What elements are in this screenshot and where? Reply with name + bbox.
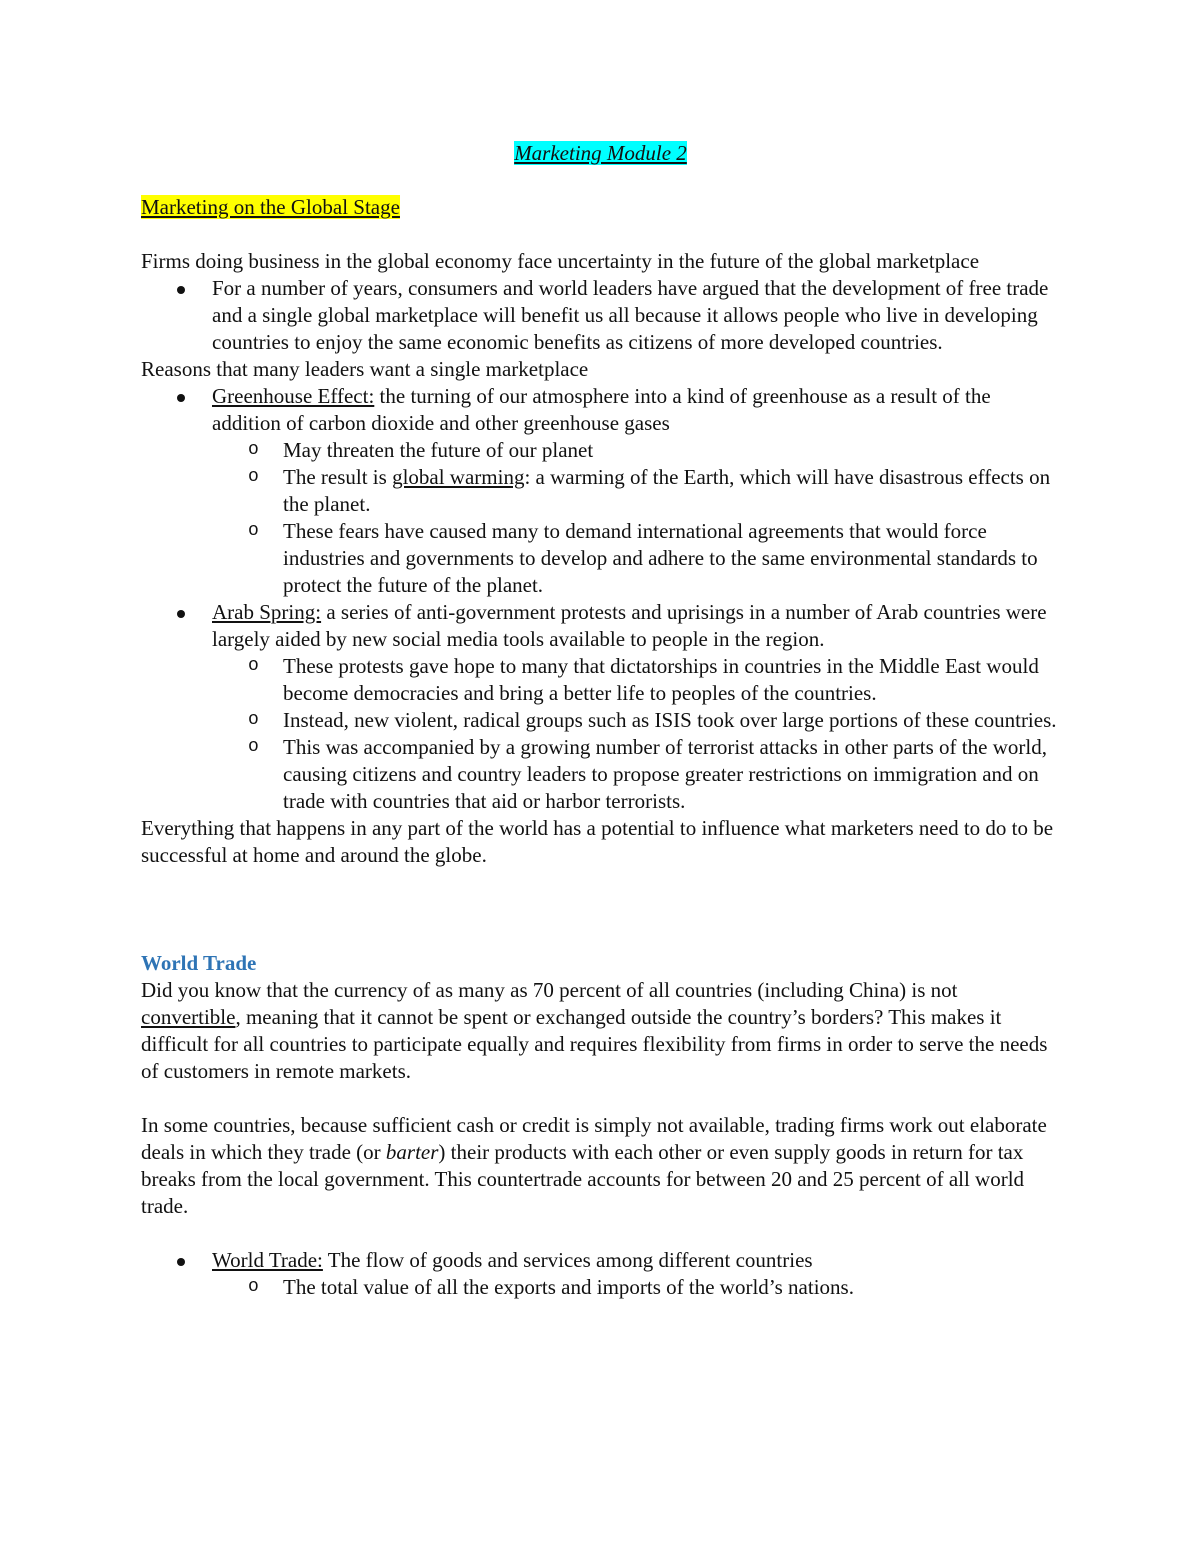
sub-list-item: o The result is global warming: a warming of the Earth, which will have disastrous effects on the planet. <box>248 465 1051 516</box>
countertrade-paragraph: In some countries, because sufficient cash or credit is simply not available, trading firms work out elaborate deals in which they trade (or barter) their products with each other or even supply goods in return for tax breaks from the local government. This countertrade accounts for between 20 and 25 percent of all world trade. <box>141 1113 1047 1218</box>
sub-list-item: o May threaten the future of our planet <box>248 438 594 462</box>
currency-paragraph: Did you know that the currency of as many as 70 percent of all countries (including China) is not convertible, meaning that it cannot be spent or exchanged outside the country’s borders? This makes it difficult for all countries to participate equally and requires flexibility from firms in order to serve the needs of customers in remote markets. <box>141 978 1048 1083</box>
list-item-world-trade: World Trade: The flow of goods and services among different countries o The total value of all the exports and imports of the world’s nations. <box>212 1247 1060 1301</box>
sub-list-item: o The total value of all the exports and imports of the world’s nations. <box>248 1275 854 1299</box>
sub-list-item: o These fears have caused many to demand international agreements that would force industries and governments to develop and adhere to the same environmental standards to protect the future of the planet. <box>248 519 1038 597</box>
term-arab-spring: Arab Spring: <box>212 600 322 624</box>
arab-spring-sublist <box>212 653 1060 815</box>
section-heading-world-trade: World Trade <box>141 951 257 975</box>
section-heading-global-stage: Marketing on the Global Stage <box>141 195 400 219</box>
term-world-trade: World Trade: <box>212 1248 323 1272</box>
term-global-warming: global warming <box>392 465 525 489</box>
term-barter: barter <box>385 1140 439 1164</box>
term-greenhouse-effect: Greenhouse Effect: <box>212 384 375 408</box>
term-convertible: convertible <box>141 1005 236 1029</box>
list-item: For a number of years, consumers and world leaders have argued that the development of free trade and a single global marketplace will benefit us all because it allows people who live in developing countries to enjoy the same economic benefits as citizens of more developed countries. <box>212 275 1060 356</box>
spacer <box>141 869 1060 950</box>
document-title: Marketing Module 2 <box>514 141 687 165</box>
intro-bullet-list <box>141 275 1060 356</box>
closing-paragraph: Everything that happens in any part of the world has a potential to influence what marketers need to do to be successful at home and around the globe. <box>141 816 1054 867</box>
circle-bullet-icon: o <box>248 467 259 487</box>
spacer <box>141 1085 1060 1112</box>
reasons-list <box>141 383 1060 815</box>
world-trade-sublist <box>212 1274 1060 1301</box>
list-item-greenhouse: Greenhouse Effect: the turning of our atmosphere into a kind of greenhouse as a result of the addition of carbon dioxide and other greenhouse gases o May threaten the future of our planet o The result is global warming: a warming of the Earth, which will have disastrous effects on the planet. o These fears have caused many to demand international agreements that would force industries and governments to develop and adhere to the same environmental standards to protect the future of the planet. <box>212 383 1060 599</box>
circle-bullet-icon: o <box>248 1277 259 1297</box>
circle-bullet-icon: o <box>248 656 259 676</box>
intro-paragraph: Firms doing business in the global economy face uncertainty in the future of the global marketplace <box>141 249 980 273</box>
bullet-icon <box>177 610 185 618</box>
spacer <box>141 1220 1060 1247</box>
sub-list-item: o Instead, new violent, radical groups such as ISIS took over large portions of these countries. <box>248 708 1057 732</box>
greenhouse-sublist <box>212 437 1060 599</box>
reasons-label: Reasons that many leaders want a single marketplace <box>141 357 589 381</box>
bullet-icon <box>177 286 185 294</box>
bullet-icon <box>177 394 185 402</box>
bullet-icon <box>177 1258 185 1266</box>
circle-bullet-icon: o <box>248 521 259 541</box>
sub-list-item: o This was accompanied by a growing number of terrorist attacks in other parts of the world, causing citizens and country leaders to propose greater restrictions on immigration and on trade with countries that aid or harbor terrorists. <box>248 735 1047 813</box>
circle-bullet-icon: o <box>248 710 259 730</box>
circle-bullet-icon: o <box>248 737 259 757</box>
list-item-arab-spring: Arab Spring: a series of anti-government protests and uprisings in a number of Arab countries were largely aided by new social media tools available to people in the region. o These protests gave hope to many that dictatorships in countries in the Middle East would become democracies and bring a better life to peoples of the countries. o Instead, new violent, radical groups such as ISIS took over large portions of these countries. o This was accompanied by a growing number of terrorist attacks in other parts of the world, causing citizens and country leaders to propose greater restrictions on immigration and on trade with countries that aid or harbor terrorists. <box>212 599 1060 815</box>
world-trade-list <box>141 1247 1060 1301</box>
circle-bullet-icon: o <box>248 440 259 460</box>
sub-list-item: o These protests gave hope to many that dictatorships in countries in the Middle East would become democracies and bring a better life to peoples of the countries. <box>248 654 1039 705</box>
